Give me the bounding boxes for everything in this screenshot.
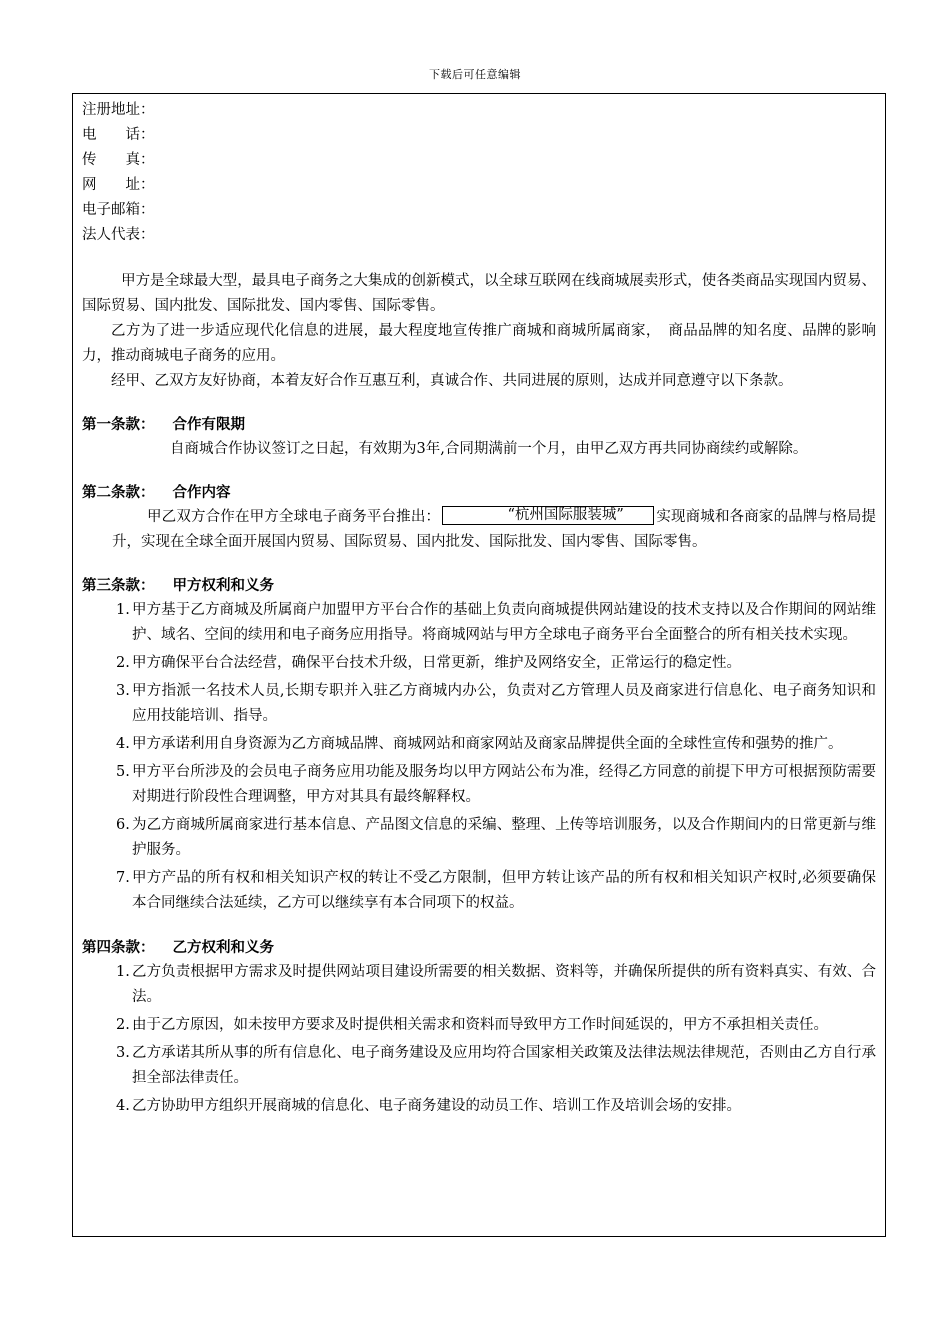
- spacer: [82, 248, 876, 269]
- list-item: [82, 760, 876, 810]
- info-legal-rep: 法人代表：: [82, 227, 155, 243]
- list-item: [82, 679, 876, 729]
- list-item-text: 乙方负责根据甲方需求及时提供网站项目建设所需要的相关数据、资料等，并确保所提供的所有资料真实、有效、合法。: [132, 964, 876, 1005]
- list-item: [82, 1013, 876, 1038]
- article-4-label: 第四条款：: [82, 939, 155, 956]
- article-1-title: 合作有限期: [172, 416, 245, 433]
- article-2-body: [82, 505, 876, 555]
- list-item-number: 2.: [116, 655, 130, 671]
- article-3-heading: [82, 573, 876, 598]
- contract-content: [82, 98, 876, 1122]
- list-item-text: 甲方确保平台合法经营，确保平台技术升级，日常更新，维护及网络安全，正常运行的稳定性。: [132, 655, 741, 671]
- info-website: 网 址：: [82, 177, 155, 193]
- info-phone: 电 话：: [82, 127, 155, 143]
- intro-paragraph-1: 甲方是全球最大型，最具电子商务之大集成的创新模式，以全球互联网在线商城展卖形式，使各类商品实现国内贸易、国际贸易、国内批发、国际批发、国内零售、国际零售。: [82, 273, 876, 314]
- list-item-number: 3.: [116, 1045, 130, 1061]
- list-item: [82, 651, 876, 676]
- page-header-note: 下载后可任意编辑: [429, 68, 521, 81]
- article-4-list: [82, 960, 876, 1119]
- intro-paragraph-3: 经甲、乙双方友好协商，本着友好合作互惠互利，真诚合作、共同进展的原则，达成并同意遵守以下条款。: [111, 373, 793, 389]
- list-item-number: 7.: [116, 870, 130, 886]
- list-item-text: 甲方承诺利用自身资源为乙方商城品牌、商城网站和商家网站及商家品牌提供全面的全球性宣传和强势的推广。: [132, 736, 843, 752]
- article-2-title: 合作内容: [172, 484, 231, 501]
- info-email: 电子邮箱：: [82, 202, 155, 218]
- list-item: [82, 732, 876, 757]
- article-1-heading: [82, 412, 876, 437]
- spacer: [82, 394, 876, 412]
- article-3-label: 第三条款：: [82, 577, 155, 594]
- list-item: [82, 866, 876, 916]
- spacer: [82, 919, 876, 935]
- article-2-heading: [82, 480, 876, 505]
- list-item-number: 3.: [116, 683, 130, 699]
- article-3-title: 甲方权利和义务: [172, 577, 274, 594]
- info-registered-address: 注册地址：: [82, 102, 155, 118]
- list-item-number: 4.: [116, 1098, 130, 1114]
- mall-name-box: “杭州国际服装城”: [442, 506, 654, 525]
- article-2-label: 第二条款：: [82, 484, 155, 501]
- list-item: [82, 1041, 876, 1091]
- list-item: [82, 813, 876, 863]
- intro-paragraph-2: 乙方为了进一步适应现代化信息的进展，最大程度地宣传推广商城和商城所属商家， 商品品牌的知名度、品牌的影响力，推动商城电子商务的应用。: [82, 323, 876, 364]
- article-2-body-before: 甲乙双方合作在甲方全球电子商务平台推出：: [147, 509, 441, 525]
- list-item: [82, 1094, 876, 1119]
- list-item-number: 1.: [116, 964, 130, 980]
- list-item-number: 2.: [116, 1017, 130, 1033]
- list-item-number: 5.: [116, 764, 130, 780]
- list-item-text: 甲方基于乙方商城及所属商户加盟甲方平台合作的基础上负责向商城提供网站建设的技术支持以及合作期间的网站维护、域名、空间的续用和电子商务应用指导。将商城网站与甲方全球电子商务平台全面整合的所有相关技术实现。: [132, 602, 876, 643]
- article-2-body-after: 实现商城和各商家的品牌与格局提升，实现在全球全面开展国内贸易、国际贸易、国内批发、国际批发、国内零售、国际零售。: [112, 509, 877, 550]
- list-item: [82, 598, 876, 648]
- article-4-title: 乙方权利和义务: [172, 939, 274, 956]
- spacer: [82, 555, 876, 573]
- article-4-heading: [82, 935, 876, 960]
- info-fax: 传 真：: [82, 152, 155, 168]
- spacer: [82, 462, 876, 480]
- list-item-number: 6.: [116, 817, 130, 833]
- list-item-number: 4.: [116, 736, 130, 752]
- article-1-body: 自商城合作协议签订之日起，有效期为3年,合同期满前一个月，由甲乙双方再共同协商续约或解除。: [170, 441, 808, 457]
- party-info-block: [82, 98, 876, 248]
- list-item-text: 甲方指派一名技术人员,长期专职并入驻乙方商城内办公，负责对乙方管理人员及商家进行信息化、电子商务知识和应用技能培训、指导。: [132, 683, 876, 724]
- contract-frame: [72, 93, 886, 1237]
- list-item-text: 由于乙方原因，如未按甲方要求及时提供相关需求和资料而导致甲方工作时间延误的，甲方不承担相关责任。: [132, 1017, 828, 1033]
- article-3-list: [82, 598, 876, 916]
- list-item-text: 乙方承诺其所从事的所有信息化、电子商务建设及应用均符合国家相关政策及法律法规法律规范，否则由乙方自行承担全部法律责任。: [132, 1045, 876, 1086]
- list-item: [82, 960, 876, 1010]
- list-item-text: 为乙方商城所属商家进行基本信息、产品图文信息的采编、整理、上传等培训服务，以及合作期间内的日常更新与维护服务。: [132, 817, 876, 858]
- article-1-label: 第一条款：: [82, 416, 155, 433]
- list-item-text: 甲方平台所涉及的会员电子商务应用功能及服务均以甲方网站公布为准，经得乙方同意的前提下甲方可根据预防需要对期进行阶段性合理调整，甲方对其具有最终解释权。: [132, 764, 876, 805]
- list-item-text: 乙方协助甲方组织开展商城的信息化、电子商务建设的动员工作、培训工作及培训会场的安排。: [132, 1098, 741, 1114]
- list-item-number: 1.: [116, 602, 130, 618]
- list-item-text: 甲方产品的所有权和相关知识产权的转让不受乙方限制，但甲方转让该产品的所有权和相关知识产权时,必须要确保本合同继续合法延续，乙方可以继续享有本合同项下的权益。: [132, 870, 876, 911]
